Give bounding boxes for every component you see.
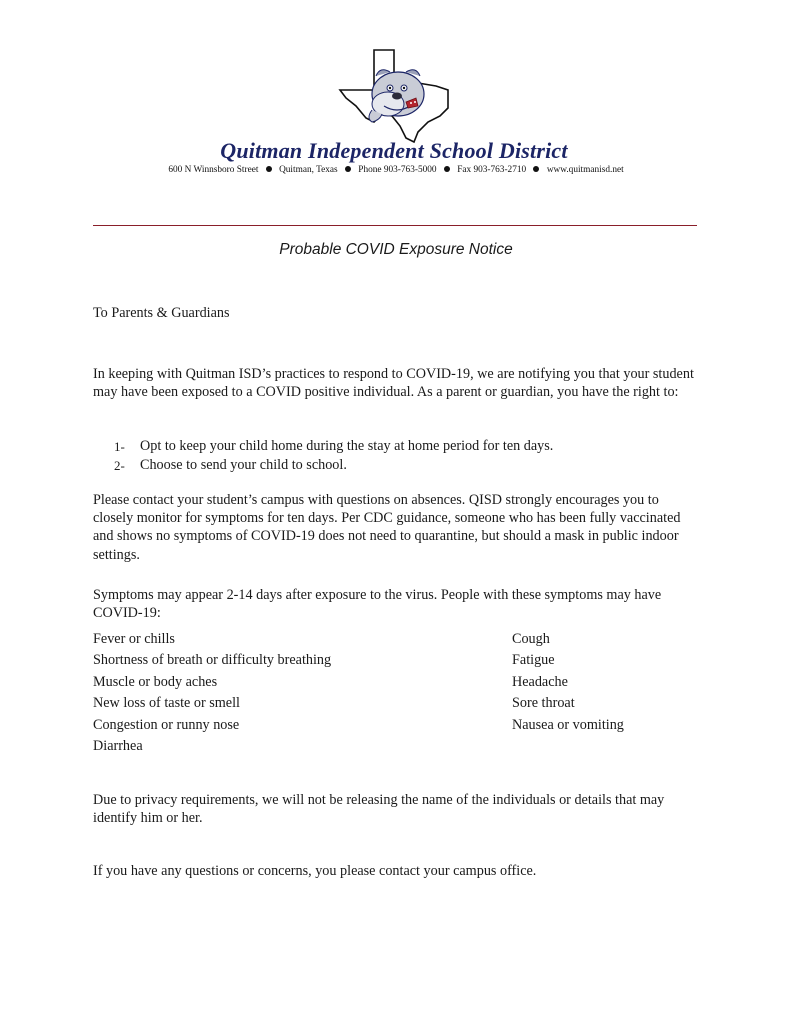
list-text: Opt to keep your child home during the stay at home period for ten days. [140,438,554,454]
paragraph-intro: In keeping with Quitman ISD’s practices to respond to COVID-19, we are notifying you that your student may have been exposed to a COVID positive individual. As a parent or guardian, you have the right to: [93,366,694,401]
bulldog-texas-logo [336,44,458,144]
paragraph-symptoms-intro: Symptoms may appear 2-14 days after exposure to the virus. People with these symptoms may have COVID-19: [93,587,662,622]
bullet-icon [444,166,450,172]
fax: Fax 903-763-2710 [457,165,527,175]
symptom-item: Headache [512,673,568,690]
list-item [114,437,694,456]
symptom-item: New loss of taste or smell [93,695,240,712]
rights-list [114,437,694,475]
symptom-item: Fatigue [512,652,555,669]
bullet-icon [345,166,351,172]
symptoms-list-left [93,629,373,757]
symptom-item: Cough [512,631,550,647]
paragraph-privacy: Due to privacy requirements, we will not be releasing the name of the individuals or details that may identify him or her. [93,792,665,827]
district-name: Quitman Independent School District [220,138,568,163]
list-item [114,456,694,475]
list-number: 1- [114,439,125,454]
notice-title: Probable COVID Exposure Notice [279,241,513,258]
symptom-item: Nausea or vomiting [512,716,624,733]
symptom-item: Sore throat [512,695,575,712]
phone: Phone 903-763-5000 [358,165,437,175]
symptom-item: Congestion or runny nose [93,716,240,733]
bulldog-icon [369,70,424,122]
symptom-item: Diarrhea [93,738,143,755]
city: Quitman, Texas [279,165,338,175]
symptom-item: Fever or chills [93,631,175,647]
header-divider [93,225,697,226]
website: www.quitmanisd.net [546,165,624,175]
bullet-icon [266,166,272,172]
list-text: Choose to send your child to school. [140,457,347,473]
contact-line [0,165,792,175]
symptoms-list-right [512,629,712,736]
address: 600 N Winnsboro Street [168,165,259,175]
symptom-item: Shortness of breath or difficulty breathing [93,652,332,669]
symptom-item: Muscle or body aches [93,673,218,690]
paragraph-contact: If you have any questions or concerns, you please contact your campus office. [93,863,537,879]
salutation: To Parents & Guardians [93,305,230,321]
list-number: 2- [114,458,125,473]
bullet-icon [533,166,539,172]
paragraph-guidance: Please contact your student’s campus with questions on absences. QISD strongly encourages you to closely monitor for symptoms for ten days. Per CDC guidance, someone who has been fully vaccinated and shows no symptoms of COVID-19 does not need to quarantine, but should a mask in public indoor settings. [93,492,681,563]
